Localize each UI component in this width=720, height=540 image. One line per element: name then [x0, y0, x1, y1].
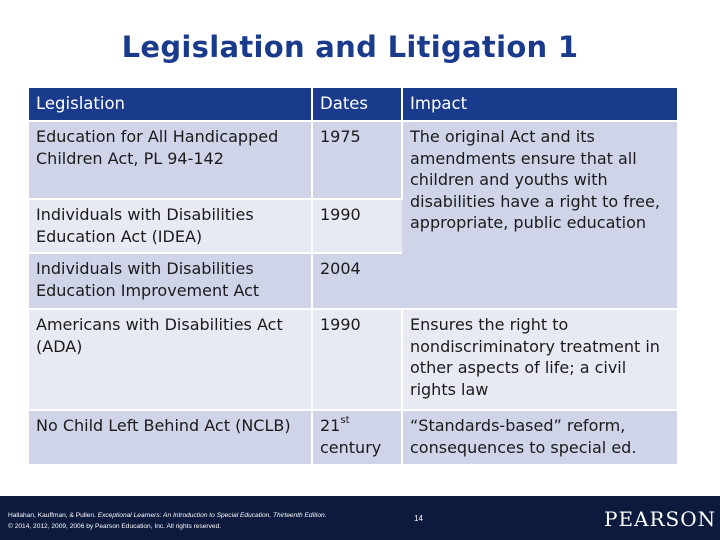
- impact-cell-merged: The original Act and its amendments ensure that all children and youths with disabilities have a right to free, appropriate, public education: [402, 121, 677, 309]
- date-cell: 2004: [312, 253, 402, 309]
- table-header-row: [29, 88, 677, 121]
- legislation-cell: Individuals with Disabilities Education Act (IDEA): [29, 199, 312, 253]
- date-ordinal: st: [340, 414, 350, 426]
- header-dates: Dates: [312, 88, 402, 121]
- citation-book-title: Exceptional Learners: An Introduction to Special Education, Thirteenth Edition.: [97, 512, 327, 519]
- impact-cell: “Standards-based” reform, consequences to special ed.: [402, 410, 677, 464]
- legislation-cell: No Child Left Behind Act (NCLB): [29, 410, 312, 464]
- table-row: [29, 121, 677, 199]
- header-impact: Impact: [402, 88, 677, 121]
- legislation-cell: Americans with Disabilities Act (ADA): [29, 309, 312, 410]
- impact-cell: Ensures the right to nondiscriminatory treatment in other aspects of life; a civil rights law: [402, 309, 677, 410]
- date-cell: 1990: [312, 199, 402, 253]
- page-number: 14: [414, 514, 423, 523]
- pearson-logo: PEARSON: [604, 507, 717, 531]
- table-row: [29, 309, 677, 410]
- table-row: [29, 410, 677, 464]
- date-word: century: [320, 437, 382, 457]
- date-cell: 1975: [312, 121, 402, 199]
- header-legislation: Legislation: [29, 88, 312, 121]
- legislation-table: [29, 88, 677, 464]
- citation-copyright: © 2014, 2012, 2009, 2006 by Pearson Education, Inc. All rights reserved.: [8, 523, 222, 530]
- legislation-cell: Individuals with Disabilities Education Improvement Act: [29, 253, 312, 309]
- date-cell: [312, 410, 402, 464]
- citation-authors: Hallahan, Kauffman, & Pullen.: [8, 512, 98, 519]
- legislation-cell: Education for All Handicapped Children Act, PL 94-142: [29, 121, 312, 199]
- date-number: 21: [320, 416, 341, 435]
- citation: [8, 510, 408, 532]
- date-cell: 1990: [312, 309, 402, 410]
- slide-title: Legislation and Litigation 1: [121, 30, 579, 64]
